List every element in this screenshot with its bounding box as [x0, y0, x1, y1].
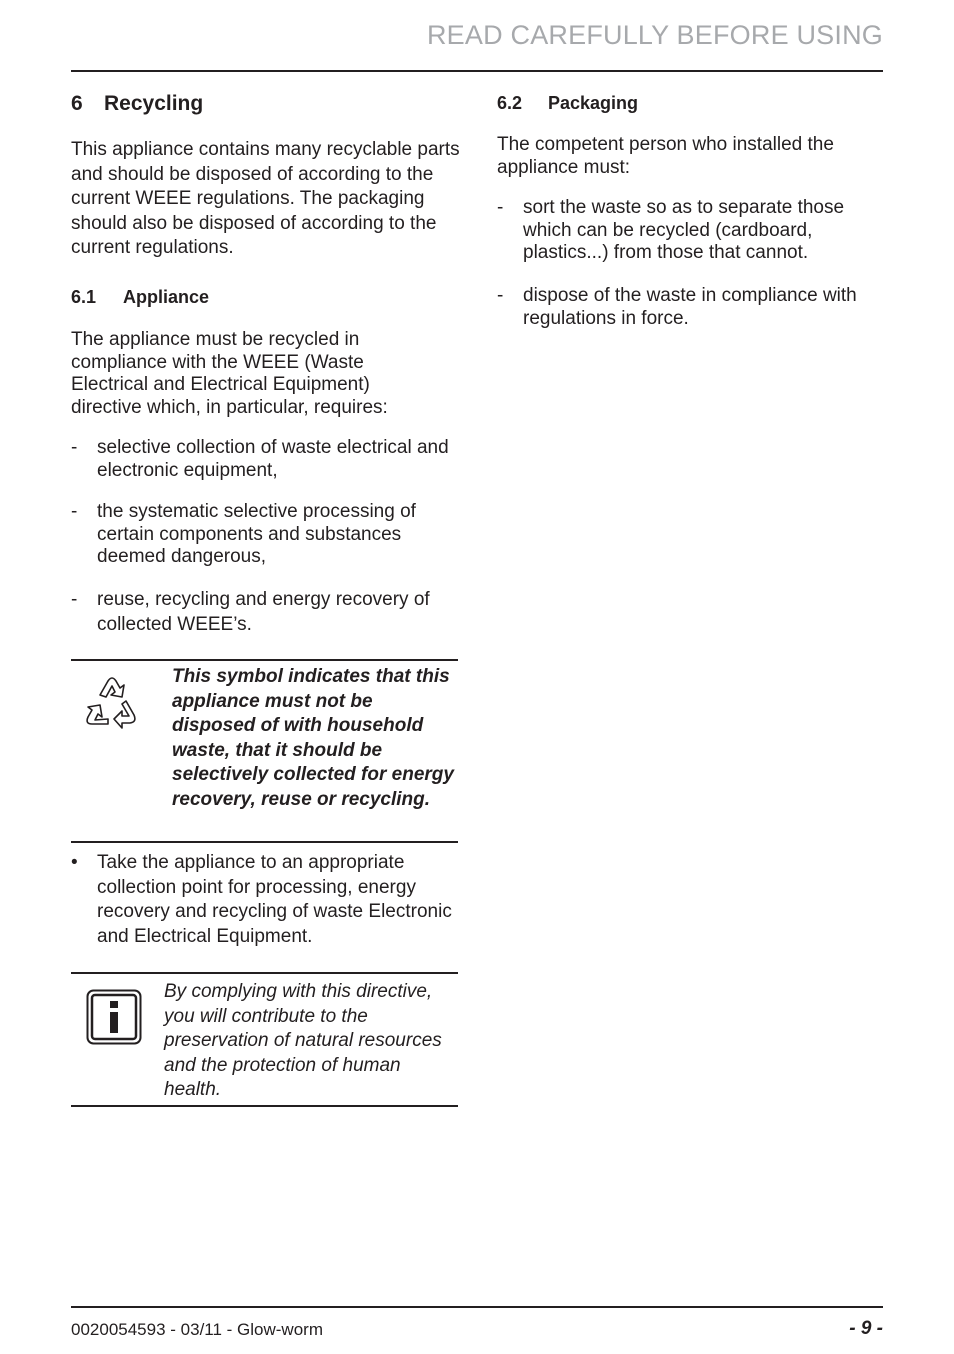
page-header-title: READ CAREFULLY BEFORE USING — [426, 20, 883, 50]
list-dash: - — [71, 437, 78, 458]
list-item-text: the systematic selective processing of certain components and substances deemed dangerous, — [97, 501, 416, 567]
list-dash: - — [497, 285, 504, 306]
list-item — [497, 197, 883, 265]
list-item — [497, 285, 883, 330]
section-6-2-heading — [497, 93, 638, 114]
list-item — [71, 437, 458, 482]
bullet-dot: • — [71, 852, 78, 873]
section-6-intro: This appliance contains many recyclable parts and should be disposed of according to the current WEEE regulations. The packaging should also be disposed of according to the current regulations. — [71, 139, 460, 258]
recycle-icon — [80, 673, 144, 740]
footer-page-number: - 9 - — [849, 1318, 883, 1339]
section-6-1-number: 6.1 — [71, 287, 97, 307]
list-item-text: dispose of the waste in compliance with regulations in force. — [523, 285, 857, 329]
section-6-2-number: 6.2 — [497, 93, 523, 113]
section-6-1-intro: The appliance must be recycled in compliance with the WEEE (Waste Electrical and Electrical Equipment) directive which, in particular, requires: — [71, 329, 388, 418]
section-6-1-heading — [71, 287, 209, 308]
list-dash: - — [71, 589, 78, 610]
footer-divider — [71, 1306, 883, 1308]
recycling-notice-text: This symbol indicates that this appliance must not be disposed of with household waste, that it should be selectively collected for energy recovery, reuse or recycling. — [172, 666, 454, 810]
list-dash: - — [71, 501, 78, 522]
bullet-item — [71, 851, 458, 949]
info-notice-text: By complying with this directive, you will contribute to the preservation of natural resources and the protection of human health. — [164, 981, 442, 1101]
footer-document-reference: 0020054593 - 03/11 - Glow-worm — [71, 1320, 323, 1339]
info-notice-box — [71, 972, 458, 1107]
list-item-text: reuse, recycling and energy recovery of collected WEEE’s. — [97, 589, 430, 635]
list-item-text: sort the waste so as to separate those which can be recycled (cardboard, plastics...) from those that cannot. — [523, 197, 845, 263]
section-6-heading — [71, 92, 203, 116]
list-dash: - — [497, 197, 504, 218]
list-item — [71, 501, 458, 569]
section-6-1-title: Appliance — [123, 287, 210, 307]
section-6-title: Recycling — [104, 92, 204, 115]
list-item — [71, 588, 458, 637]
section-6-number: 6 — [71, 92, 83, 115]
list-item-text: selective collection of waste electrical and electronic equipment, — [97, 437, 449, 481]
header-divider — [71, 70, 883, 72]
section-6-2-title: Packaging — [548, 93, 639, 113]
bullet-item-text: Take the appliance to an appropriate collection point for processing, energy recovery and recycling of waste Electronic and Electrical Equipment. — [97, 852, 452, 947]
info-icon — [86, 989, 142, 1050]
recycling-notice-box — [71, 659, 458, 843]
section-6-2-intro: The competent person who installed the appliance must: — [497, 134, 834, 178]
